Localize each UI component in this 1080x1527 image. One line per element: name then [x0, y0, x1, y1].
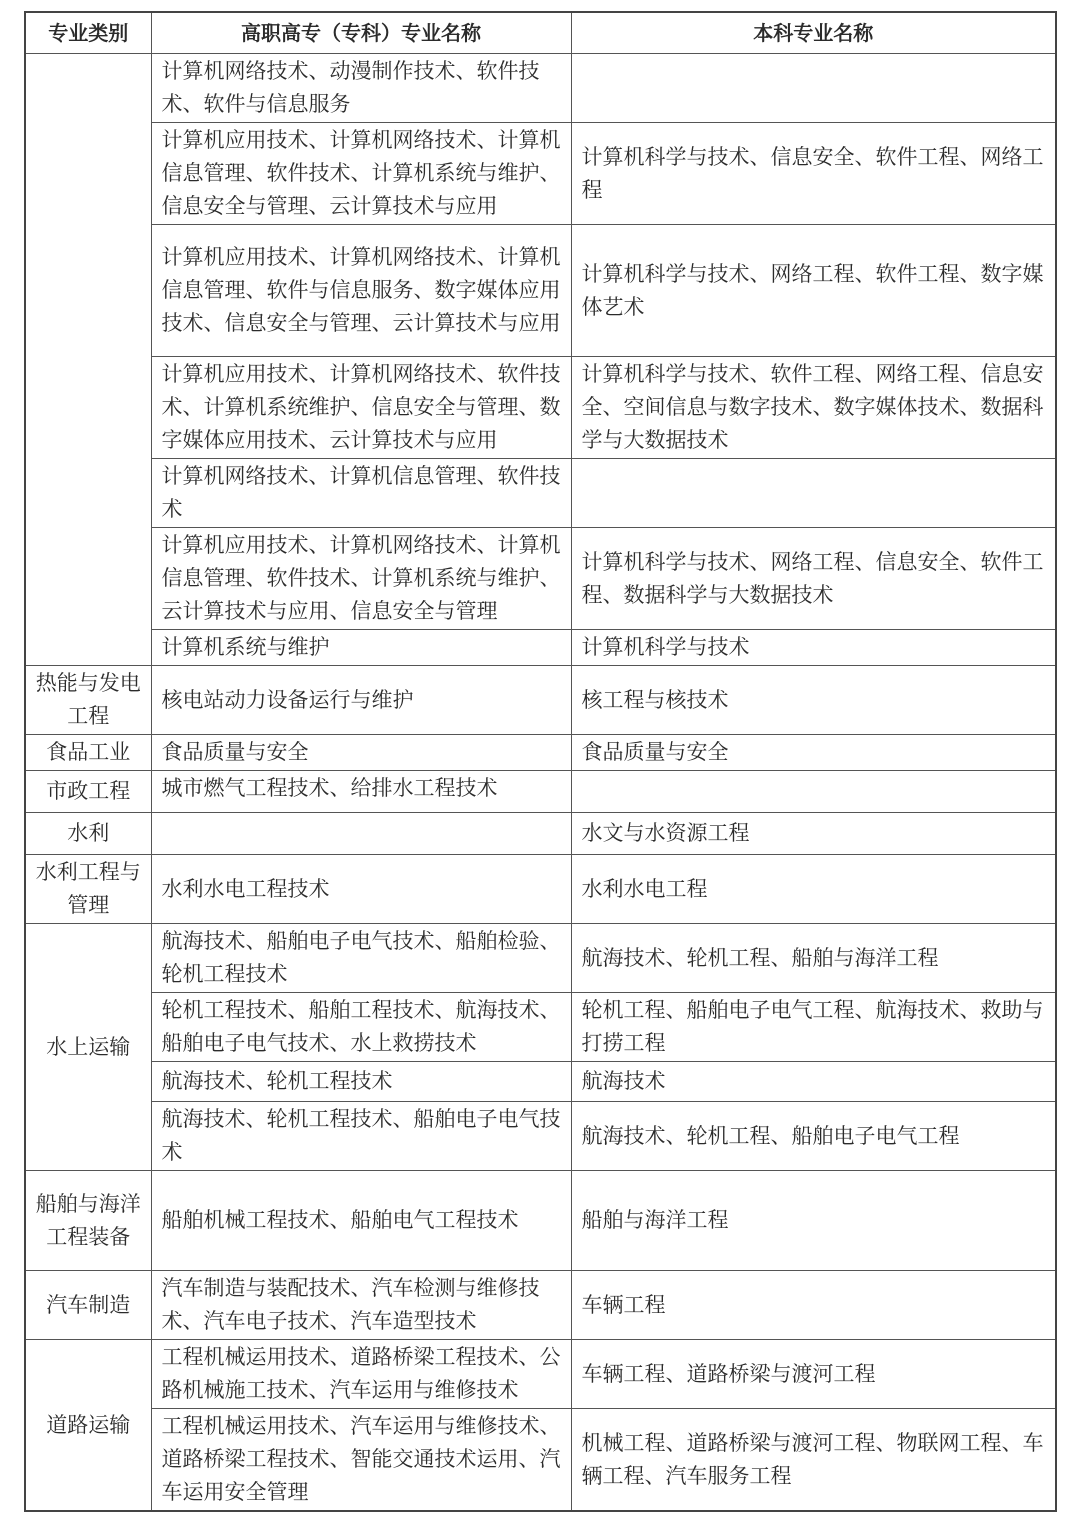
vocational-cell: 计算机应用技术、计算机网络技术、计算机信息管理、软件技术、计算机系统与维护、信息安全与管理、云计算技术与应用 — [151, 123, 571, 225]
table-row — [25, 1340, 1056, 1409]
undergrad-cell: 水文与水资源工程 — [571, 813, 1056, 855]
table-row — [25, 855, 1056, 924]
vocational-cell: 航海技术、轮机工程技术、船舶电子电气技术 — [151, 1102, 571, 1171]
vocational-cell: 航海技术、船舶电子电气技术、船舶检验、轮机工程技术 — [151, 924, 571, 993]
table-row — [25, 993, 1056, 1062]
undergrad-cell: 船舶与海洋工程 — [571, 1171, 1056, 1271]
category-cell — [25, 54, 151, 666]
category-cell: 水利 — [25, 813, 151, 855]
undergrad-cell: 航海技术 — [571, 1062, 1056, 1102]
vocational-cell: 航海技术、轮机工程技术 — [151, 1062, 571, 1102]
table-row — [25, 924, 1056, 993]
undergrad-cell: 计算机科学与技术、软件工程、网络工程、信息安全、空间信息与数字技术、数字媒体技术、数据科学与大数据技术 — [571, 357, 1056, 459]
majors-table — [24, 11, 1057, 1512]
undergrad-cell: 车辆工程 — [571, 1271, 1056, 1340]
category-cell: 热能与发电工程 — [25, 666, 151, 735]
table-row — [25, 1271, 1056, 1340]
vocational-cell: 工程机械运用技术、汽车运用与维修技术、道路桥梁工程技术、智能交通技术运用、汽车运用安全管理 — [151, 1409, 571, 1512]
vocational-cell — [151, 813, 571, 855]
table-row — [25, 459, 1056, 528]
vocational-cell: 计算机应用技术、计算机网络技术、计算机信息管理、软件技术、计算机系统与维护、云计算技术与应用、信息安全与管理 — [151, 528, 571, 630]
header-category: 专业类别 — [25, 12, 151, 54]
table-row — [25, 735, 1056, 771]
vocational-cell: 计算机网络技术、计算机信息管理、软件技术 — [151, 459, 571, 528]
category-cell: 市政工程 — [25, 771, 151, 813]
undergrad-cell: 食品质量与安全 — [571, 735, 1056, 771]
undergrad-cell: 核工程与核技术 — [571, 666, 1056, 735]
table-row — [25, 771, 1056, 813]
vocational-cell: 计算机应用技术、计算机网络技术、软件技术、计算机系统维护、信息安全与管理、数字媒体应用技术、云计算技术与应用 — [151, 357, 571, 459]
undergrad-cell: 机械工程、道路桥梁与渡河工程、物联网工程、车辆工程、汽车服务工程 — [571, 1409, 1056, 1512]
category-cell: 水利工程与管理 — [25, 855, 151, 924]
undergrad-cell — [571, 459, 1056, 528]
vocational-cell: 水利水电工程技术 — [151, 855, 571, 924]
table-row — [25, 630, 1056, 666]
vocational-cell: 轮机工程技术、船舶工程技术、航海技术、船舶电子电气技术、水上救捞技术 — [151, 993, 571, 1062]
header-row — [25, 12, 1056, 54]
undergrad-cell: 车辆工程、道路桥梁与渡河工程 — [571, 1340, 1056, 1409]
undergrad-cell — [571, 54, 1056, 123]
category-cell: 道路运输 — [25, 1340, 151, 1512]
undergrad-cell: 计算机科学与技术 — [571, 630, 1056, 666]
vocational-cell: 工程机械运用技术、道路桥梁工程技术、公路机械施工技术、汽车运用与维修技术 — [151, 1340, 571, 1409]
vocational-cell: 船舶机械工程技术、船舶电气工程技术 — [151, 1171, 571, 1271]
undergrad-cell: 计算机科学与技术、信息安全、软件工程、网络工程 — [571, 123, 1056, 225]
category-cell: 食品工业 — [25, 735, 151, 771]
table-row — [25, 54, 1056, 123]
category-cell: 汽车制造 — [25, 1271, 151, 1340]
category-cell: 船舶与海洋工程装备 — [25, 1171, 151, 1271]
table-row — [25, 357, 1056, 459]
undergrad-cell: 航海技术、轮机工程、船舶电子电气工程 — [571, 1102, 1056, 1171]
table-row — [25, 666, 1056, 735]
vocational-cell: 食品质量与安全 — [151, 735, 571, 771]
vocational-cell: 计算机网络技术、动漫制作技术、软件技术、软件与信息服务 — [151, 54, 571, 123]
table-row — [25, 1102, 1056, 1171]
undergrad-cell — [571, 771, 1056, 813]
vocational-cell: 城市燃气工程技术、给排水工程技术 — [151, 771, 571, 813]
table-row — [25, 123, 1056, 225]
table-row — [25, 225, 1056, 357]
header-vocational: 高职高专（专科）专业名称 — [151, 12, 571, 54]
undergrad-cell: 轮机工程、船舶电子电气工程、航海技术、救助与打捞工程 — [571, 993, 1056, 1062]
undergrad-cell: 计算机科学与技术、网络工程、信息安全、软件工程、数据科学与大数据技术 — [571, 528, 1056, 630]
vocational-cell: 计算机系统与维护 — [151, 630, 571, 666]
vocational-cell: 汽车制造与装配技术、汽车检测与维修技术、汽车电子技术、汽车造型技术 — [151, 1271, 571, 1340]
undergrad-cell: 航海技术、轮机工程、船舶与海洋工程 — [571, 924, 1056, 993]
table-row — [25, 528, 1056, 630]
table-row — [25, 1409, 1056, 1512]
undergrad-cell: 水利水电工程 — [571, 855, 1056, 924]
table-row — [25, 813, 1056, 855]
table-row — [25, 1062, 1056, 1102]
undergrad-cell: 计算机科学与技术、网络工程、软件工程、数字媒体艺术 — [571, 225, 1056, 357]
category-cell: 水上运输 — [25, 924, 151, 1171]
table-row — [25, 1171, 1056, 1271]
header-undergrad: 本科专业名称 — [571, 12, 1056, 54]
vocational-cell: 核电站动力设备运行与维护 — [151, 666, 571, 735]
vocational-cell: 计算机应用技术、计算机网络技术、计算机信息管理、软件与信息服务、数字媒体应用技术、信息安全与管理、云计算技术与应用 — [151, 225, 571, 357]
